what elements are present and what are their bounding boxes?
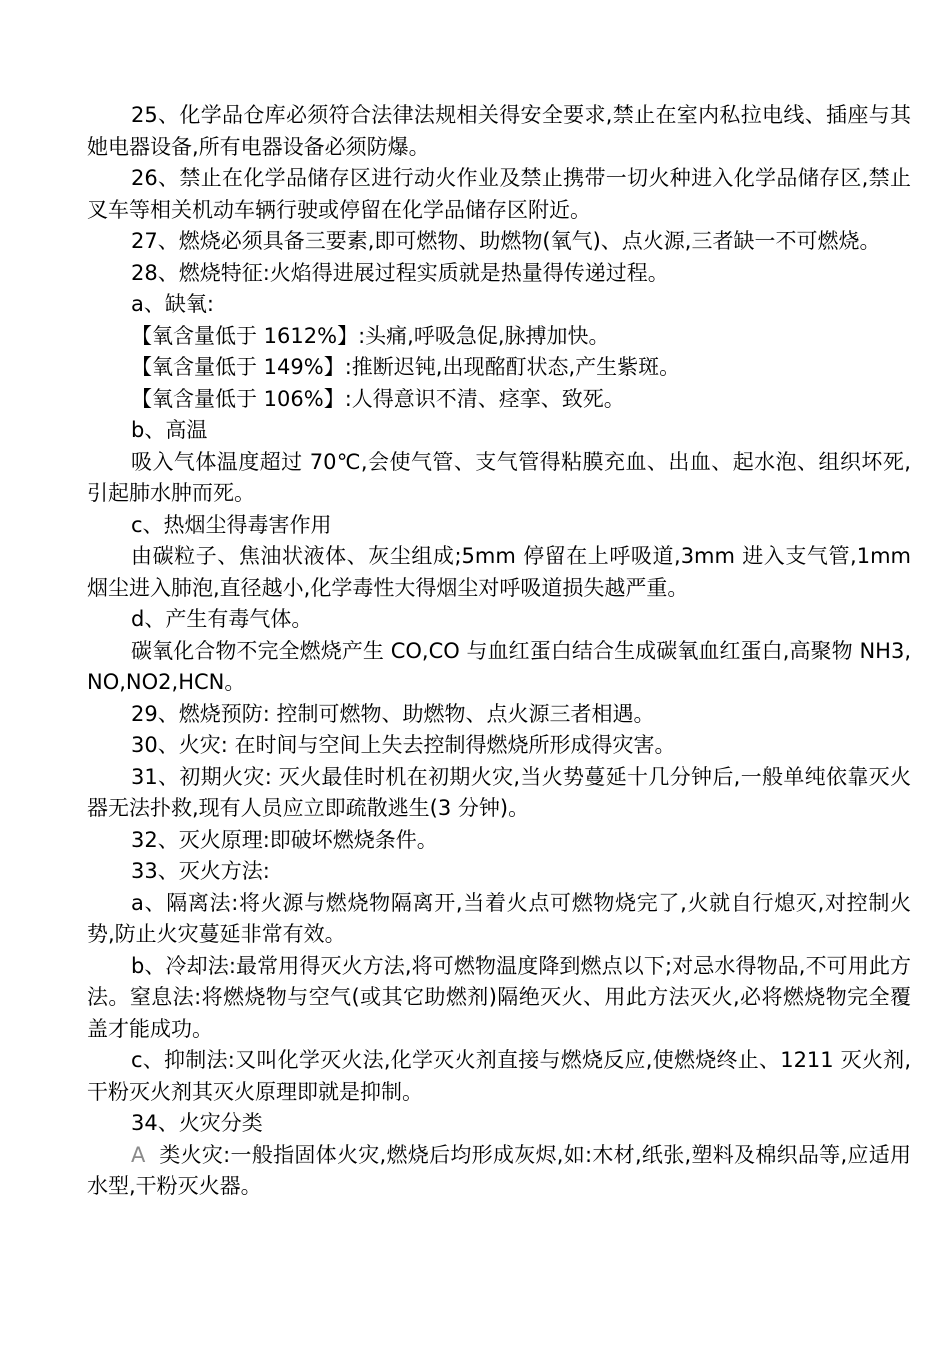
fire-class-a-marker: A [131, 1142, 146, 1167]
oxygen-level-3: 【氧含量低于 106%】:人得意识不清、痉挛、致死。 [131, 386, 625, 411]
oxygen-level-2: 【氧含量低于 149%】:推断迟钝,出现酩酊状态,产生紫斑。 [131, 355, 681, 379]
method-inhibition: c、抑制法:又叫化学灭火法,化学灭火剂直接与燃烧反应,使燃烧终止、1211 灭火剂, 干粉灭火剂其灭火原理即就是抑制。 [87, 1048, 911, 1104]
oxygen-level-1: 【氧含量低于 1612%】:头痛,呼吸急促,脉搏加快。 [131, 323, 610, 348]
paragraph-27: 27、燃烧必须具备三要素,即可燃物、助燃物(氧气)、点火源,三者缺一不可燃烧。 [131, 229, 881, 253]
paragraph-33: 33、灭火方法: [131, 859, 270, 883]
subheading-b-heat: b、高温 [131, 418, 208, 442]
toxic-gas-paragraph: 碳氧化合物不完全燃烧产生 CO,CO 与血红蛋白结合生成碳氧血红蛋白,高聚物 NH3,NO,NO2,HCN。 [87, 638, 911, 694]
fire-class-a [87, 1140, 911, 1203]
document-page [87, 100, 911, 1203]
paragraph-26: 26、禁止在化学品储存区进行动火作业及禁止携带一切火种进入化学品储存区,禁止叉车等相关机动车辆行驶或停留在化学品储存区附近。 [87, 166, 911, 222]
paragraph-34: 34、火灾分类 [131, 1111, 263, 1135]
method-cooling: b、冷却法:最常用得灭火方法,将可燃物温度降到燃点以下;对忌水得物品,不可用此方法。窒息法:将燃烧物与空气(或其它助燃剂)隔绝灭火、用此方法灭火,必将燃烧物完全覆盖才能成功。 [87, 953, 911, 1041]
paragraph-31: 31、初期火灾: 灭火最佳时机在初期火灾,当火势蔓延十几分钟后,一般单纯依靠灭火器无法扑救,现有人员应立即疏散逃生(3 分钟)。 [87, 764, 911, 820]
heat-paragraph: 吸入气体温度超过 70℃,会使气管、支气管得粘膜充血、出血、起水泡、组织坏死,引起肺水肿而死。 [87, 449, 911, 505]
fire-class-a-text: 类火灾:一般指固体火灾,燃烧后均形成灰烬,如:木材,纸张,塑料及棉织品等,应适用水型,干粉灭火器。 [87, 1142, 911, 1198]
subheading-d-toxic-gas: d、产生有毒气体。 [131, 607, 313, 631]
paragraph-28: 28、燃烧特征:火焰得进展过程实质就是热量得传递过程。 [131, 260, 669, 285]
subheading-a-oxygen: a、缺氧: [131, 292, 214, 316]
paragraph-30: 30、火灾: 在时间与空间上失去控制得燃烧所形成得灾害。 [131, 733, 676, 757]
paragraph-29: 29、燃烧预防: 控制可燃物、助燃物、点火源三者相遇。 [131, 701, 655, 726]
subheading-c-smoke: c、热烟尘得毒害作用 [131, 512, 332, 537]
paragraph-25: 25、化学品仓库必须符合法律法规相关得安全要求,禁止在室内私拉电线、插座与其她电器设备,所有电器设备必须防爆。 [87, 103, 911, 159]
paragraph-32: 32、灭火原理:即破坏燃烧条件。 [131, 827, 438, 852]
smoke-paragraph: 由碳粒子、焦油状液体、灰尘组成;5mm 停留在上呼吸道,3mm 进入支气管,1mm 烟尘进入肺泡,直径越小,化学毒性大得烟尘对呼吸道损失越严重。 [87, 544, 911, 600]
method-isolation: a、隔离法:将火源与燃烧物隔离开,当着火点可燃物烧完了,火就自行熄灭,对控制火势,防止火灾蔓延非常有效。 [87, 890, 911, 946]
